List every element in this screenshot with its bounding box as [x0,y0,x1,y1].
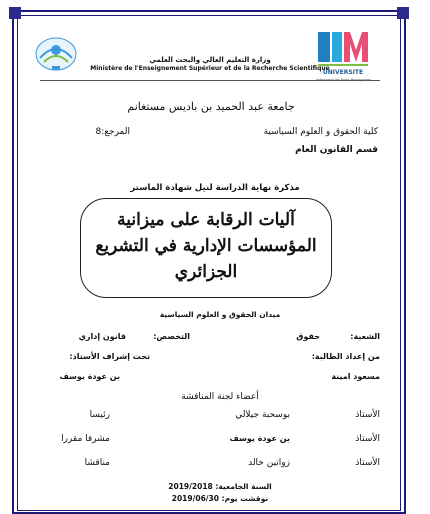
thesis-title-line-2: المؤسسات الإدارية في التشريع [95,236,317,256]
thesis-title-line-1: آليات الرقابة على ميزانية [117,210,295,230]
frame-corner-top-left [9,7,21,19]
committee-member-2-prefix: الأستاذ [355,434,380,444]
specialty-value: قانون إداري [78,332,126,341]
committee-member-2-role: مشرفا مقررا [61,434,110,444]
specialty-label: التخصص: [153,332,190,341]
frame-corner-top-right [397,7,409,19]
defense-date: نوقشت يوم: 2019/06/30 [171,494,269,503]
branch-label: الشعبة: [350,332,380,341]
committee-member-1-role: رئيسا [89,410,110,420]
committee-title: أعضاء لجنة المناقشة [181,392,259,402]
committee-member-1-name: بوسحبة جيلالي [235,410,290,420]
thesis-title-line-3: الجزائري [174,262,238,282]
committee-member-3-role: مناقشا [84,458,110,468]
supervisor-name: بن عودة يوسف [59,372,120,381]
faculty-name: كلية الحقوق و العلوم السياسية [263,127,378,137]
thesis-type: مذكرة نهاية الدراسة لنيل شهادة الماستر [130,183,300,193]
committee-member-2-name: بن عودة يوسف [229,434,290,443]
ministry-emblem-logo [30,28,82,78]
committee-member-3-name: زواتين خالد [248,458,290,468]
ministry-name-french: Ministère de l'Enseignement Supérieur et de la Recherche Scientifique [90,65,330,72]
university-logo [316,28,374,84]
student-name: مسعود امينة [331,372,380,381]
committee-member-3-prefix: الأستاذ [355,458,380,468]
university-logo-name: UNIVERSITE [322,69,364,76]
student-label: من إعداد الطالبة: [311,352,380,361]
reference-number: المرجع:8 [95,127,130,137]
study-field: ميدان الحقوق و العلوم السياسية [159,310,281,319]
header-divider [40,80,380,81]
committee-member-1-prefix: الأستاذ [355,410,380,420]
ministry-name-arabic: وزارة التعليم العالي والبحث العلمي [149,56,271,64]
university-name: جامعة عبد الحميد بن باديس مستغانم [127,100,295,113]
academic-year: السنة الجامعية: 2019/2018 [168,482,272,491]
branch-value: حقوق [296,332,320,341]
thesis-title-box [80,198,332,298]
supervisor-label: تحت إشراف الأستاذ: [69,352,150,361]
department-name: قسم القانون العام [295,145,378,155]
